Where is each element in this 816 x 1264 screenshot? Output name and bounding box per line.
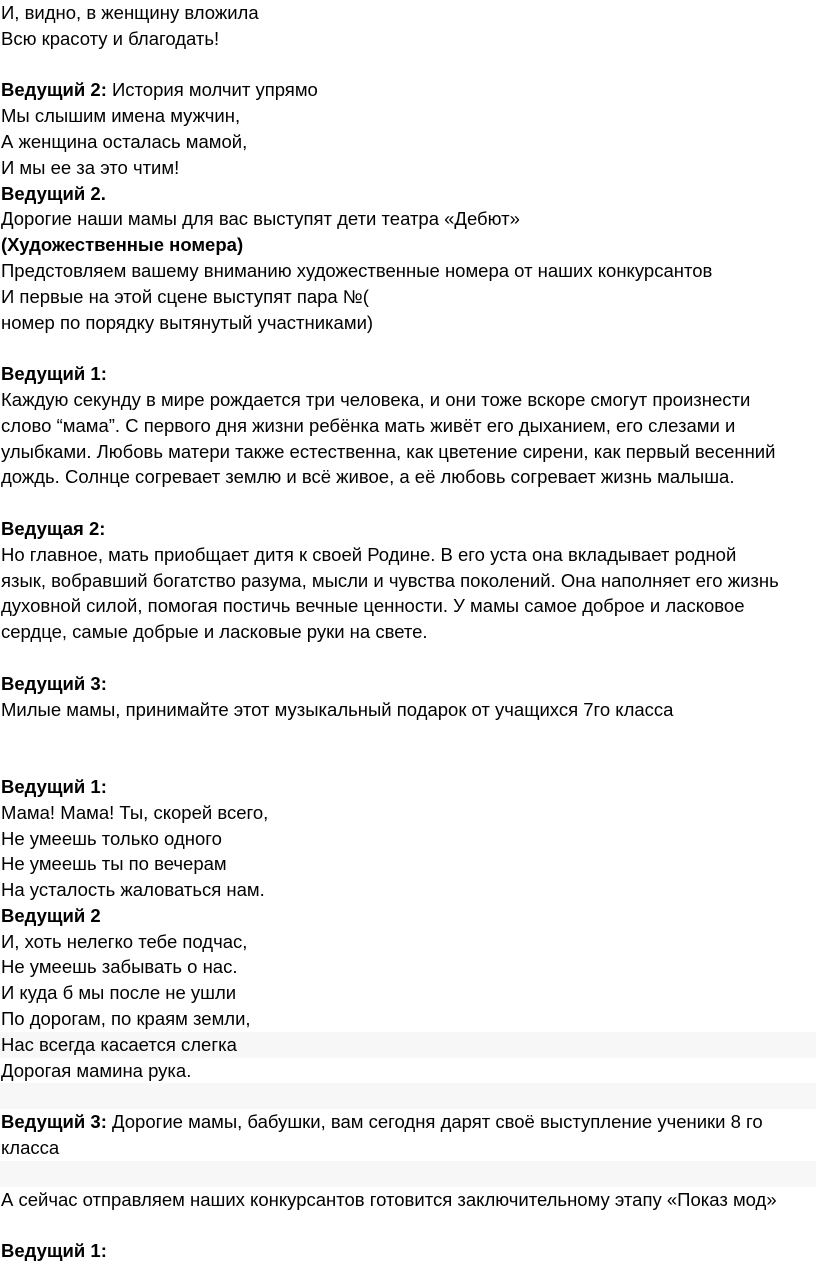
text-line: И куда б мы после не ушли xyxy=(1,982,237,1004)
speaker-label: Ведущий 3: xyxy=(1,672,107,694)
text-line: слово “мама”. С первого дня жизни ребёнка мать живёт его дыханием, его слезами и xyxy=(1,414,736,436)
blank-line xyxy=(0,335,816,361)
text-line: Мама! Мама! Ты, скорей всего, xyxy=(1,801,269,823)
blank-line xyxy=(0,490,816,516)
text-line: И, хоть нелегко тебе подчас, xyxy=(1,930,248,952)
text-line: А женщина осталась мамой, xyxy=(1,130,248,152)
text-line: Всю красоту и благодать! xyxy=(1,27,220,49)
text-line: И мы ее за это чтим! xyxy=(1,156,180,178)
speaker-label: Ведущий 1: xyxy=(1,363,107,385)
blank-line xyxy=(0,1083,816,1109)
speaker-label: Ведущий 1: xyxy=(1,775,107,797)
text-line: По дорогам, по краям земли, xyxy=(1,1008,251,1030)
speaker-label: Ведущий 2. xyxy=(1,182,106,204)
blank-line xyxy=(0,645,816,671)
text-line: Не умеешь забывать о нас. xyxy=(1,956,238,978)
text-line: Не умеешь ты по вечерам xyxy=(1,853,227,875)
text-line: Дорогая мамина рука. xyxy=(1,1059,192,1081)
text-line xyxy=(0,1109,816,1135)
text-line: Каждую секунду в мире рождается три человека, и они тоже вскоре смогут произнести xyxy=(1,388,751,410)
text-line: Мы слышим имена мужчин, xyxy=(1,105,241,127)
text-line: Предстовляем вашему вниманию художественные номера от наших конкурсантов xyxy=(1,259,713,281)
blank-line xyxy=(0,1212,816,1238)
text-line: На усталость жаловаться нам. xyxy=(1,879,265,901)
blank-line xyxy=(0,1161,816,1187)
text-line: улыбками. Любовь матери также естественна, как цветение сирени, как первый весенний xyxy=(1,440,776,462)
text-line: язык, вобравший богатство разума, мысли и чувства поколений. Она наполняет его жизнь xyxy=(1,569,779,591)
speaker-label: Ведущий 2 xyxy=(1,904,101,926)
speaker-label: Ведущий 1: xyxy=(1,1240,107,1262)
text-span: История молчит упрямо xyxy=(106,79,318,101)
text-line: Дорогие наши мамы для вас выступят дети театра «Дебют» xyxy=(1,208,520,230)
text-line: Не умеешь только одного xyxy=(1,827,222,849)
text-line: А сейчас отправляем наших конкурсантов готовится заключительному этапу «Показ мод» xyxy=(1,1188,777,1210)
blank-line xyxy=(0,52,816,78)
text-line: Нас всегда касается слегка xyxy=(0,1032,816,1058)
speaker-label: Ведущий 3: xyxy=(1,1111,107,1133)
text-line: И первые на этой сцене выступят пара №( xyxy=(1,285,369,307)
text-line: номер по порядку вытянутый участниками) xyxy=(1,311,374,333)
text-line: Но главное, мать приобщает дитя к своей Родине. В его уста она вкладывает родной xyxy=(1,543,737,565)
blank-line xyxy=(0,748,816,774)
section-heading: (Художественные номера) xyxy=(1,234,244,256)
text-line: Милые мамы, принимайте этот музыкальный подарок от учащихся 7го класса xyxy=(1,698,674,720)
text-line: сердце, самые добрые и ласковые руки на свете. xyxy=(1,621,428,643)
text-line: класса xyxy=(1,1137,60,1159)
speaker-label: Ведущий 2: xyxy=(1,79,107,101)
text-line: дождь. Солнце согревает землю и всё живое, а её любовь согревает жизнь малыша. xyxy=(1,466,735,488)
text-line: духовной силой, помогая постичь вечные ценности. У мамы самое доброе и ласковое xyxy=(1,595,745,617)
text-line xyxy=(0,77,816,103)
blank-line xyxy=(0,722,816,748)
text-line: И, видно, в женщину вложила xyxy=(1,2,259,23)
text-span: Дорогие мамы, бабушки, вам сегодня дарят своё выступление ученики 8 го xyxy=(106,1111,763,1133)
speaker-label: Ведущая 2: xyxy=(1,517,106,539)
